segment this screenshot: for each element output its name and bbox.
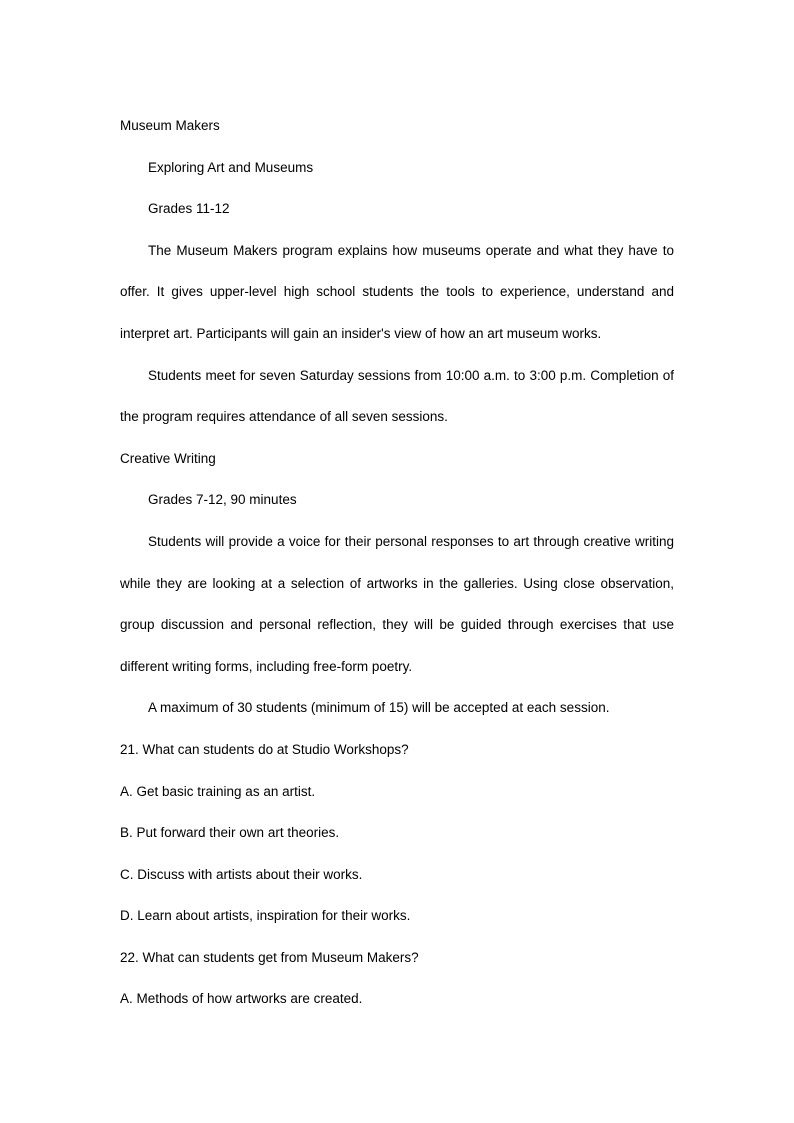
section-title-museum-makers: Museum Makers [120,118,220,133]
section-subtitle: Exploring Art and Museums [148,159,314,175]
question-21-option-b: B. Put forward their own art theories. [120,825,340,841]
creative-writing-grades: Grades 7-12, 90 minutes [148,492,297,508]
museum-makers-schedule: Students meet for seven Saturday sessions from 10:00 a.m. to 3:00 p.m. Completion of the program requires attendance of all seven sessions. [120,367,674,425]
question-22-option-a: A. Methods of how artworks are created. [120,991,363,1007]
question-21-option-c: C. Discuss with artists about their works. [120,866,363,882]
question-21: 21. What can students do at Studio Workshops? [120,741,409,757]
question-21-option-a: A. Get basic training as an artist. [120,783,316,799]
question-21-option-d: D. Learn about artists, inspiration for their works. [120,908,411,924]
document-page [120,105,674,1020]
creative-writing-description: Students will provide a voice for their personal responses to art through creative writing while they are looking at a selection of artworks in the galleries. Using close observation, group discussion and personal reflection, they will be guided through exercises that use different writing forms, including free-form poetry. [120,533,674,674]
section-grades: Grades 11-12 [148,201,230,217]
question-22: 22. What can students get from Museum Makers? [120,949,419,965]
section-title-creative-writing: Creative Writing [120,450,216,466]
museum-makers-description: The Museum Makers program explains how museums operate and what they have to offer. It gives upper-level high school students the tools to experience, understand and interpret art. Participants will gain an insider's view of how an art museum works. [120,242,674,341]
creative-writing-capacity: A maximum of 30 students (minimum of 15) will be accepted at each session. [148,700,610,716]
